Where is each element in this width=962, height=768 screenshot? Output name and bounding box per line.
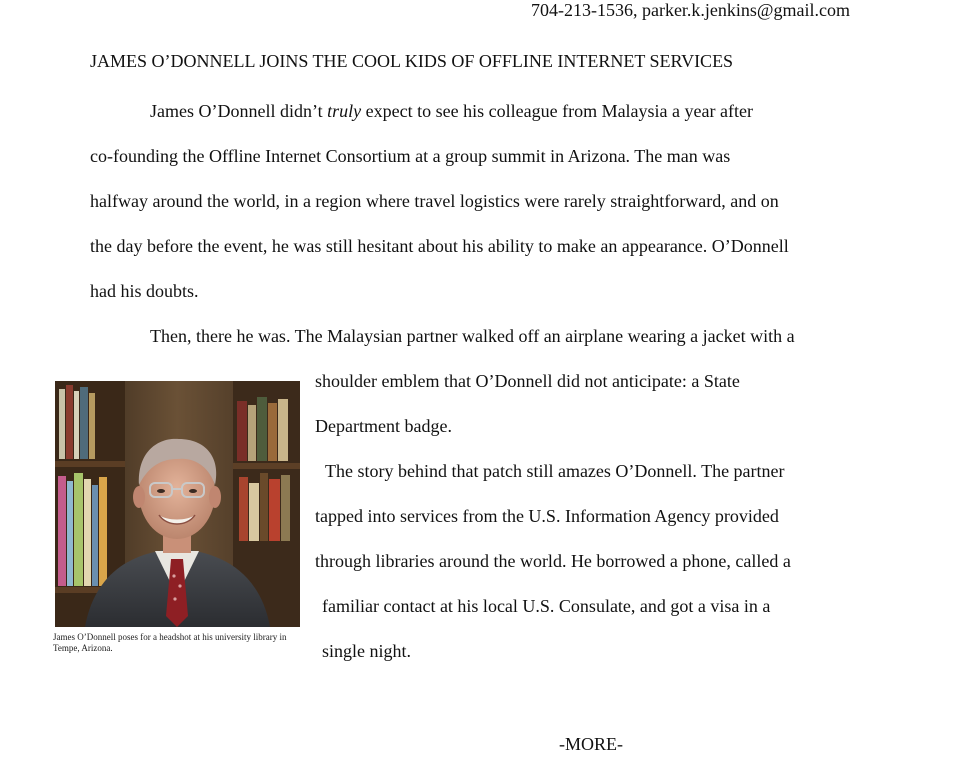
paragraph-3-line-3: through libraries around the world. He borrowed a phone, called a (315, 551, 791, 571)
more-marker: -MORE- (559, 734, 623, 754)
contact-info: 704-213-1536, parker.k.jenkins@gmail.com (530, 0, 850, 20)
headline: JAMES O’DONNELL JOINS THE COOL KIDS OF OFFLINE INTERNET SERVICES (90, 51, 734, 71)
paragraph-3-line-5: single night. (322, 641, 411, 661)
paragraph-3-line-1: The story behind that patch still amazes O’Donnell. The partner (325, 461, 785, 481)
paragraph-1 (90, 89, 870, 314)
wrapped-text-column (315, 359, 791, 674)
paragraph-3-line-4: familiar contact at his local U.S. Consulate, and got a visa in a (322, 596, 771, 616)
paragraph-1-line-3: halfway around the world, in a region where travel logistics were rarely straightforward, and on (90, 191, 779, 211)
headshot-photo (55, 381, 300, 627)
emphasis-truly: truly (327, 101, 362, 121)
paragraph-1-line-2: co-founding the Offline Internet Consortium at a group summit in Arizona. The man was (90, 146, 731, 166)
paragraph-2-line-3: Department badge. (315, 416, 452, 436)
paragraph-2-first-line (90, 314, 870, 359)
paragraph-3-line-2: tapped into services from the U.S. Information Agency provided (315, 506, 779, 526)
paragraph-1-line-1: James O’Donnell didn’t truly expect to see his colleague from Malaysia a year after (150, 101, 753, 121)
photo-caption: James O’Donnell poses for a headshot at his university library in Tempe, Arizona. (53, 632, 287, 653)
headshot-illustration (55, 381, 300, 627)
paragraph-2-line-1: Then, there he was. The Malaysian partner walked off an airplane wearing a jacket with a (150, 326, 795, 346)
paragraph-1-line-4: the day before the event, he was still hesitant about his ability to make an appearance. O’Donnell (90, 236, 789, 256)
paragraph-1-line-5: had his doubts. (90, 281, 199, 301)
paragraph-2-line-2: shoulder emblem that O’Donnell did not anticipate: a State (315, 371, 740, 391)
